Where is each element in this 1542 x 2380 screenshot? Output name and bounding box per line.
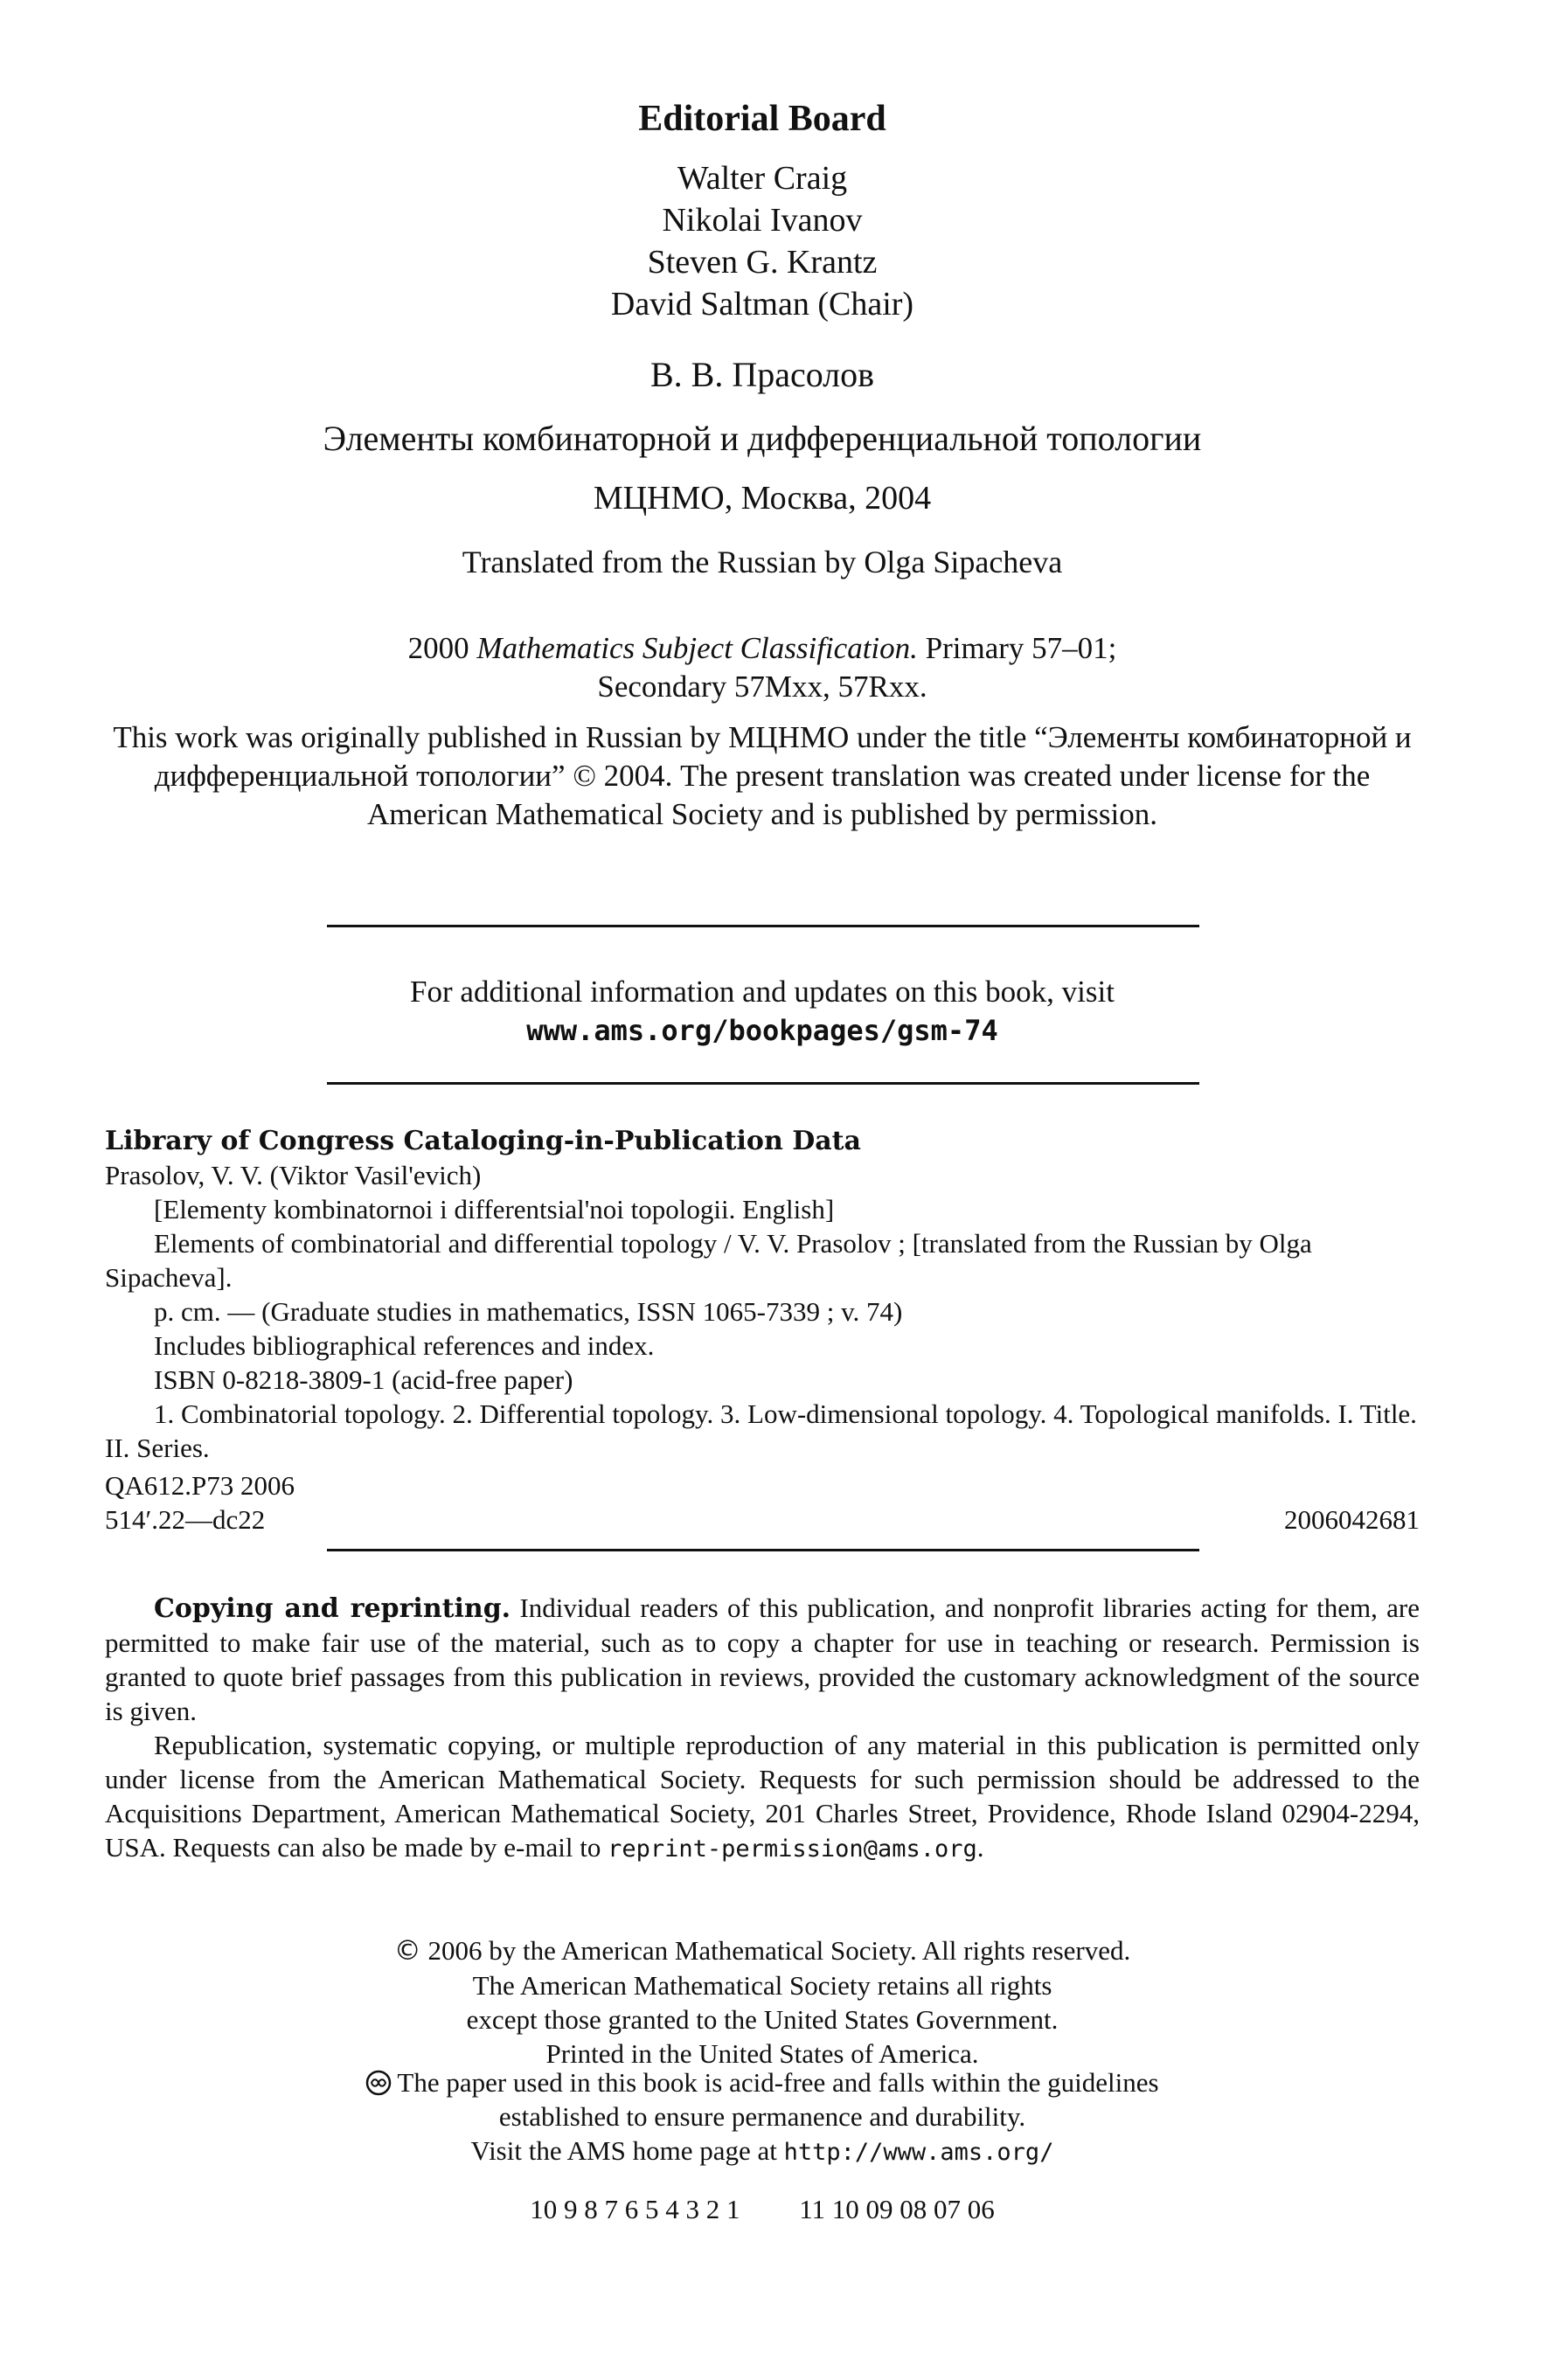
additional-info-text: For additional information and updates on this book, visit (410, 975, 1115, 1009)
copying-text-1: Individual readers of this publication, and nonprofit libraries acting for them, are permitted to make fair use of the material, such as to copy a chapter for use in teaching or research. Permission is granted to quote brief passages from this publication in reviews, provided the customary acknowledgment of the source is given. (105, 1592, 1420, 1726)
copying-text-2: Republication, systematic copying, or multiple reproduction of any material in this publication is permitted only under license from the American Mathematical Society. Requests for such permission should be addressed to the Acquisitions Department, American Mathematical Society, 201 Charles Street, Providence, Rhode Island 02904-2294, USA. Requests can also be made by e-mail to (105, 1730, 1420, 1863)
cip-classification-row (105, 1502, 1420, 1537)
board-member: Nikolai Ivanov (662, 202, 863, 239)
cip-line: 1. Combinatorial topology. 2. Differential topology. 3. Low-dimensional topology. 4. Topological manifolds. I. Title. II. Series. (105, 1398, 1417, 1463)
additional-info (105, 973, 1420, 1050)
cip-dewey: 514′.22—dc22 (105, 1504, 266, 1535)
divider (327, 925, 1199, 927)
license-note: This work was originally published in Russian by МЦНМО under the title “Элементы комбинаторной и дифференциальной топологии” © 2004. The present translation was created under license for the American Mathematical Society and is published by permission. (113, 720, 1412, 831)
rights-line-1: 2006 by the American Mathematical Society. All rights reserved. (427, 1935, 1131, 1966)
msc-label: Mathematics Subject Classification. (476, 631, 918, 665)
translator-note: Translated from the Russian by Olga Sipacheva (462, 545, 1063, 579)
copying-para-2 (105, 1728, 1420, 1866)
original-author: В. В. Прасолов (649, 355, 875, 394)
msc-secondary: Secondary 57Mxx, 57Rxx. (597, 670, 927, 704)
copying-period: . (976, 1832, 984, 1863)
cip-lccn: 2006042681 (1284, 1504, 1420, 1535)
copying-para-1 (105, 1591, 1420, 1728)
cip-line: Includes bibliographical references and index. (154, 1330, 655, 1361)
board-member: Steven G. Krantz (647, 244, 878, 281)
editorial-board-members (105, 157, 1420, 325)
cip-line: p. cm. — (Graduate studies in mathematics, ISSN 1065-7339 ; v. 74) (154, 1296, 903, 1327)
impression-numbers: 10 9 8 7 6 5 4 3 2 1 (530, 2194, 740, 2224)
subject-classification (105, 629, 1420, 706)
divider (327, 1082, 1199, 1085)
cip-line: Elements of combinatorial and differential topology / V. V. Prasolov ; [translated from the Russian by Olga Sipacheva]. (105, 1228, 1312, 1293)
cip-author: Prasolov, V. V. (Viktor Vasil'evich) (105, 1160, 482, 1190)
msc-primary: Primary 57–01; (925, 631, 1117, 665)
acid-free-paper-icon (365, 2070, 392, 2096)
copyright-symbol-icon: © (393, 1935, 421, 1967)
original-title: Элементы комбинаторной и дифференциальной топологии (323, 419, 1202, 458)
permission-email[interactable]: reprint-permission@ams.org (608, 1835, 977, 1863)
printing-line (105, 2194, 1420, 2225)
printing-years: 11 10 09 08 07 06 (799, 2194, 995, 2224)
copying-permissions (105, 1591, 1420, 1866)
divider (327, 1549, 1199, 1551)
acid-free-notice (105, 2065, 1420, 2169)
cip-call-number: QA612.P73 2006 (105, 1470, 295, 1501)
msc-year: 2000 (407, 631, 469, 665)
ams-home-link[interactable]: http://www.ams.org/ (783, 2139, 1054, 2166)
rights-line-3: except those granted to the United States Government. (466, 2004, 1059, 2035)
paper-line-1: The paper used in this book is acid-free and falls within the guidelines (397, 2067, 1159, 2098)
cip-line: [Elementy kombinatornoi i differentsial'noi topologii. English] (154, 1194, 835, 1225)
cip-line: ISBN 0-8218-3809-1 (acid-free paper) (154, 1364, 573, 1395)
board-member: David Saltman (Chair) (610, 286, 914, 323)
editorial-board-heading: Editorial Board (638, 99, 886, 139)
copying-heading: Copying and reprinting. (154, 1593, 511, 1624)
paper-line-3: Visit the AMS home page at (470, 2135, 777, 2166)
original-publisher: МЦНМО, Москва, 2004 (593, 480, 932, 517)
rights-line-4: Printed in the United States of America. (545, 2038, 979, 2069)
cip-data (105, 1124, 1420, 1537)
cip-heading: Library of Congress Cataloging-in-Publication Data (105, 1126, 861, 1156)
rights-notice (105, 1933, 1420, 2071)
book-page-link[interactable]: www.ams.org/bookpages/gsm-74 (526, 1014, 998, 1047)
paper-line-2: established to ensure permanence and durability. (498, 2101, 1026, 2132)
board-member: Walter Craig (677, 160, 848, 197)
rights-line-2: The American Mathematical Society retains all rights (472, 1970, 1052, 2001)
